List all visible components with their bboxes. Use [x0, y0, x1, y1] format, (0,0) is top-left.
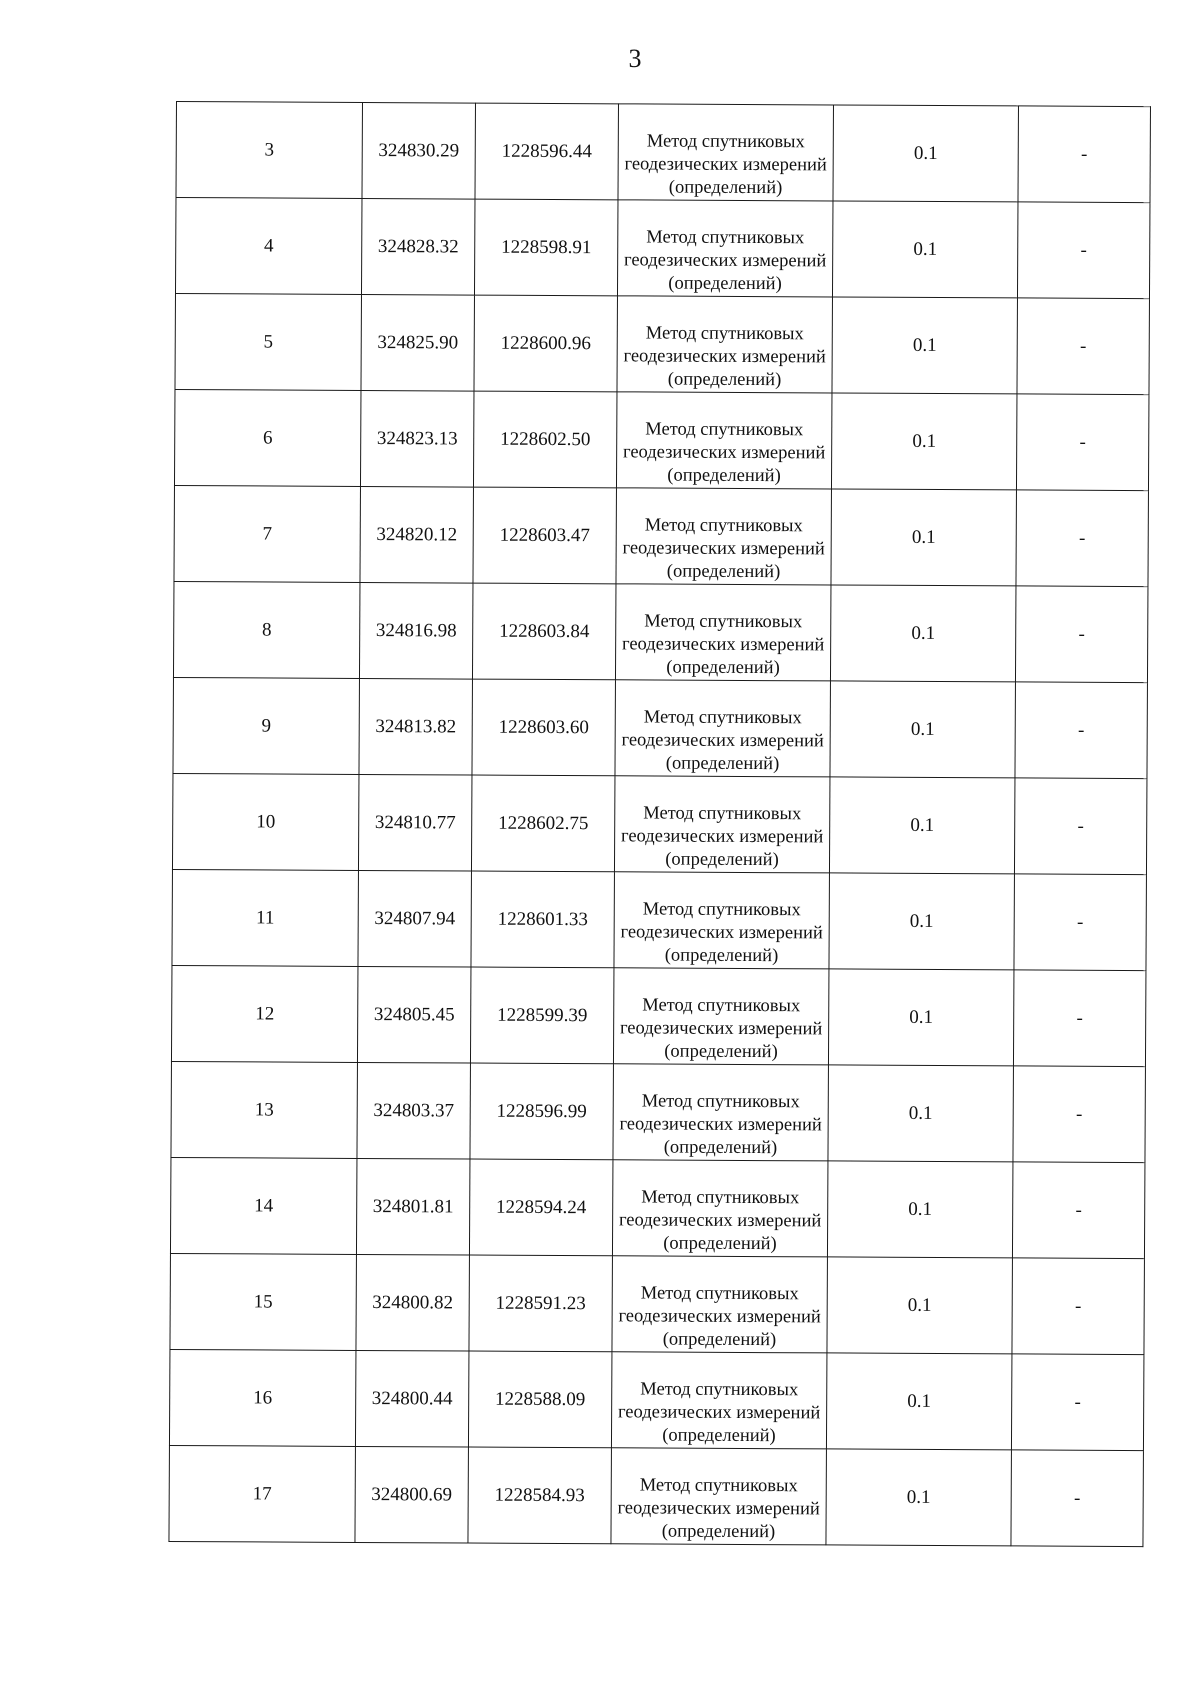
accuracy-cell: 0.1: [827, 1257, 1013, 1354]
note-cell: -: [1011, 1450, 1144, 1547]
note-cell: -: [1017, 202, 1150, 299]
y-coordinate-cell: 1228584.93: [468, 1447, 612, 1544]
table-row: [171, 1061, 1145, 1162]
y-coordinate-cell: 1228602.50: [473, 391, 617, 488]
method-cell: Метод спутниковых геодезических измерений (определений): [615, 584, 830, 681]
y-coordinate-cell: 1228591.23: [469, 1255, 613, 1352]
y-coordinate-cell: 1228603.60: [472, 679, 616, 776]
method-cell: Метод спутниковых геодезических измерений (определений): [612, 1160, 827, 1257]
table-row: [170, 1253, 1144, 1354]
point-number-cell: 7: [174, 485, 361, 582]
method-cell: Метод спутниковых геодезических измерений (определений): [613, 968, 828, 1065]
y-coordinate-cell: 1228594.24: [469, 1159, 613, 1256]
y-coordinate-cell: 1228596.44: [475, 103, 619, 200]
method-cell: Метод спутниковых геодезических измерений (определений): [611, 1448, 826, 1545]
accuracy-cell: 0.1: [830, 681, 1016, 778]
note-cell: -: [1014, 778, 1147, 875]
y-coordinate-cell: 1228598.91: [474, 199, 618, 296]
point-number-cell: 5: [175, 293, 362, 390]
accuracy-cell: 0.1: [828, 1065, 1014, 1162]
point-number-cell: 4: [175, 198, 362, 295]
accuracy-cell: 0.1: [832, 201, 1018, 298]
note-cell: -: [1017, 298, 1150, 395]
accuracy-cell: 0.1: [826, 1449, 1012, 1546]
y-coordinate-cell: 1228603.47: [473, 487, 617, 584]
y-coordinate-cell: 1228596.99: [470, 1063, 614, 1160]
point-number-cell: 15: [170, 1253, 357, 1350]
method-cell: Метод спутниковых геодезических измерений (определений): [613, 1064, 828, 1161]
note-cell: -: [1015, 586, 1148, 683]
table-row: [172, 773, 1146, 874]
method-cell: Метод спутниковых геодезических измерений (определений): [618, 104, 833, 201]
y-coordinate-cell: 1228602.75: [471, 775, 615, 872]
table-row: [171, 965, 1145, 1066]
accuracy-cell: 0.1: [829, 873, 1015, 970]
y-coordinate-cell: 1228603.84: [472, 583, 616, 680]
x-coordinate-cell: 324805.45: [357, 966, 471, 1063]
table-row: [175, 198, 1149, 299]
note-cell: -: [1012, 1258, 1145, 1355]
x-coordinate-cell: 324813.82: [359, 678, 473, 775]
method-cell: Метод спутниковых геодезических измерений (определений): [614, 872, 829, 969]
note-cell: -: [1015, 682, 1148, 779]
x-coordinate-cell: 324800.44: [355, 1350, 469, 1447]
page-number: 3: [628, 44, 642, 73]
x-coordinate-cell: 324803.37: [357, 1062, 471, 1159]
table-row: [174, 485, 1148, 586]
coordinates-table: [168, 101, 1151, 1547]
table-row: [170, 1157, 1144, 1258]
y-coordinate-cell: 1228599.39: [470, 967, 614, 1064]
point-number-cell: 8: [173, 581, 360, 678]
note-cell: -: [1013, 970, 1146, 1067]
x-coordinate-cell: 324816.98: [359, 582, 473, 679]
note-cell: -: [1014, 874, 1147, 971]
x-coordinate-cell: 324828.32: [361, 198, 475, 295]
x-coordinate-cell: 324810.77: [358, 774, 472, 871]
coordinates-table-body: [169, 102, 1151, 1547]
table-row: [175, 293, 1149, 394]
x-coordinate-cell: 324830.29: [362, 102, 476, 199]
x-coordinate-cell: 324800.82: [356, 1254, 470, 1351]
table-row: [173, 581, 1147, 682]
method-cell: Метод спутниковых геодезических измерений (определений): [611, 1352, 826, 1449]
point-number-cell: 17: [169, 1445, 356, 1542]
method-cell: Метод спутниковых геодезических измерений (определений): [617, 296, 832, 393]
accuracy-cell: 0.1: [827, 1161, 1013, 1258]
point-number-cell: 12: [171, 965, 358, 1062]
x-coordinate-cell: 324800.69: [355, 1446, 469, 1543]
x-coordinate-cell: 324801.81: [356, 1158, 470, 1255]
accuracy-cell: 0.1: [826, 1353, 1012, 1450]
note-cell: -: [1011, 1354, 1144, 1451]
point-number-cell: 3: [176, 102, 363, 199]
note-cell: -: [1016, 394, 1149, 491]
note-cell: -: [1012, 1162, 1145, 1259]
method-cell: Метод спутниковых геодезических измерений (определений): [615, 680, 830, 777]
table-row: [173, 677, 1147, 778]
note-cell: -: [1016, 490, 1149, 587]
point-number-cell: 9: [173, 677, 360, 774]
point-number-cell: 16: [169, 1349, 356, 1446]
note-cell: -: [1013, 1066, 1146, 1163]
point-number-cell: 10: [172, 773, 359, 870]
table-row: [172, 869, 1146, 970]
x-coordinate-cell: 324807.94: [358, 870, 472, 967]
table-row: [169, 1445, 1143, 1546]
method-cell: Метод спутниковых геодезических измерений (определений): [612, 1256, 827, 1353]
accuracy-cell: 0.1: [831, 489, 1017, 586]
x-coordinate-cell: 324825.90: [361, 294, 475, 391]
note-cell: -: [1018, 106, 1151, 203]
point-number-cell: 11: [172, 869, 359, 966]
accuracy-cell: 0.1: [831, 393, 1017, 490]
table-row: [176, 102, 1150, 203]
accuracy-cell: 0.1: [829, 777, 1015, 874]
method-cell: Метод спутниковых геодезических измерений (определений): [616, 392, 831, 489]
accuracy-cell: 0.1: [830, 585, 1016, 682]
x-coordinate-cell: 324820.12: [360, 486, 474, 583]
accuracy-cell: 0.1: [832, 297, 1018, 394]
point-number-cell: 14: [170, 1157, 357, 1254]
point-number-cell: 13: [171, 1061, 358, 1158]
method-cell: Метод спутниковых геодезических измерений (определений): [617, 200, 832, 297]
accuracy-cell: 0.1: [833, 105, 1019, 202]
method-cell: Метод спутниковых геодезических измерений (определений): [614, 776, 829, 873]
y-coordinate-cell: 1228601.33: [471, 871, 615, 968]
table-row: [169, 1349, 1143, 1450]
y-coordinate-cell: 1228588.09: [468, 1351, 612, 1448]
accuracy-cell: 0.1: [828, 969, 1014, 1066]
y-coordinate-cell: 1228600.96: [474, 295, 618, 392]
x-coordinate-cell: 324823.13: [360, 390, 474, 487]
table-row: [174, 389, 1148, 490]
method-cell: Метод спутниковых геодезических измерений (определений): [616, 488, 831, 585]
point-number-cell: 6: [174, 389, 361, 486]
